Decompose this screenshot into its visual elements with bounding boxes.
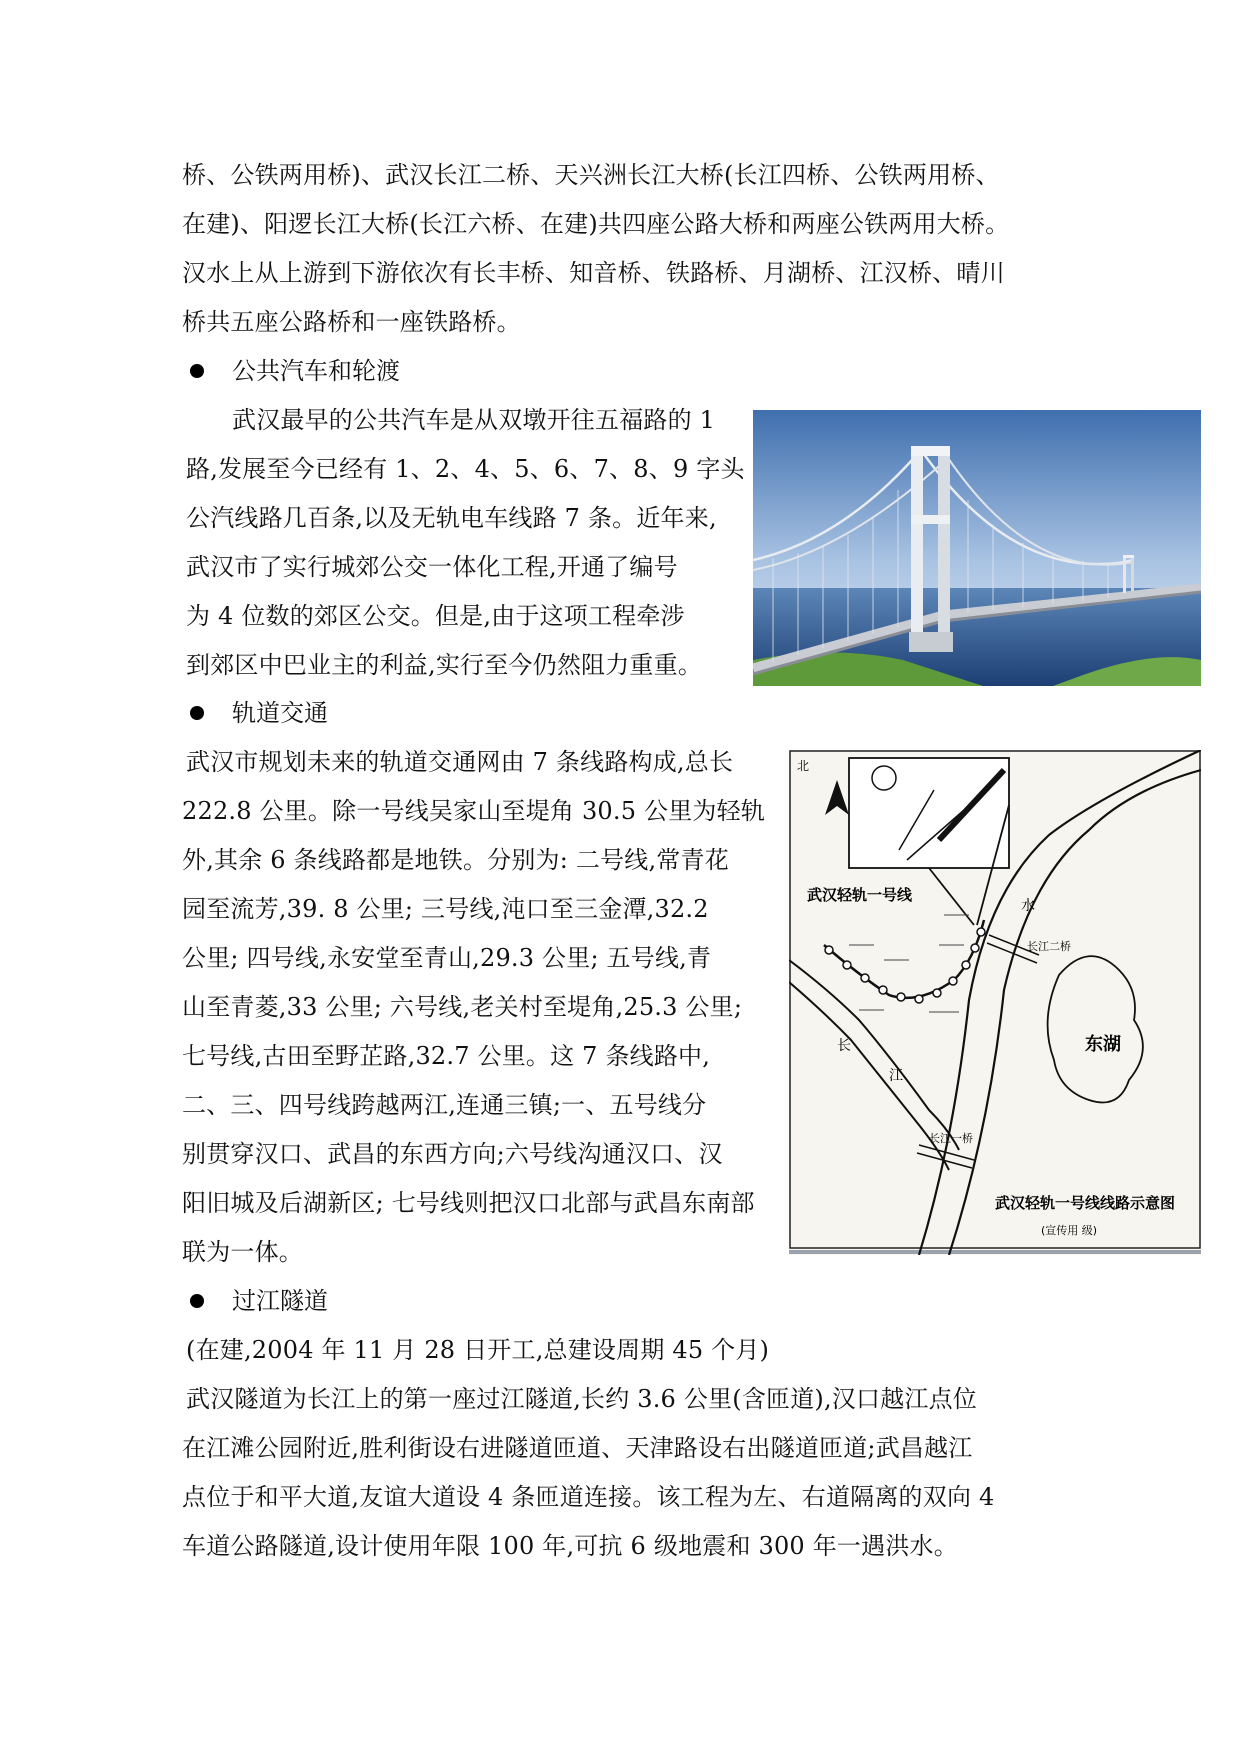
section-heading-bus: 公共汽车和轮渡 bbox=[232, 357, 400, 385]
map-inset-label: 武汉轻轨一号线 bbox=[807, 886, 913, 904]
rail-line-11: 联为一体。 bbox=[182, 1238, 303, 1266]
section-heading-rail: 轨道交通 bbox=[232, 699, 328, 727]
bus-line-1: 武汉最早的公共汽车是从双墩开往五福路的 1 bbox=[232, 406, 716, 434]
map-bridge-1-label: 长江一桥 bbox=[929, 1132, 973, 1145]
rail-line-10: 阳旧城及后湖新区; 七号线则把汉口北部与武昌东南部 bbox=[182, 1189, 755, 1217]
rail-line-3: 外,其余 6 条线路都是地铁。分别为: 二号线,常青花 bbox=[182, 846, 729, 874]
rail-line-4: 园至流芳,39. 8 公里; 三号线,沌口至三金潭,32.2 bbox=[182, 895, 709, 923]
tunnel-line-3: 点位于和平大道,友谊大道设 4 条匝道连接。该工程为左、右道隔离的双向 4 bbox=[182, 1483, 995, 1511]
intro-line-3: 汉水上从上游到下游依次有长丰桥、知音桥、铁路桥、月湖桥、江汉桥、晴川 bbox=[182, 259, 1005, 287]
map-subtitle: (宣传用 级) bbox=[1041, 1224, 1098, 1237]
rail-line-6: 山至青菱,33 公里; 六号线,老关村至堤角,25.3 公里; bbox=[182, 993, 743, 1021]
bullet-dot bbox=[190, 1294, 204, 1308]
suspension-bridge-photo bbox=[753, 410, 1201, 686]
rail-line-2: 222.8 公里。除一号线吴家山至堤角 30.5 公里为轻轨 bbox=[182, 797, 766, 825]
map-lake-label: 东湖 bbox=[1085, 1034, 1121, 1055]
bus-line-2: 路,发展至今已经有 1、2、4、5、6、7、8、9 字头 bbox=[186, 455, 745, 483]
map-title: 武汉轻轨一号线线路示意图 bbox=[995, 1194, 1176, 1212]
intro-line-2: 在建)、阳逻长江大桥(长江六桥、在建)共四座公路大桥和两座公铁两用大桥。 bbox=[182, 210, 1010, 238]
tunnel-line-1: 武汉隧道为长江上的第一座过江隧道,长约 3.6 公里(含匝道),汉口越江点位 bbox=[186, 1385, 978, 1413]
section-heading-tunnel: 过江隧道 bbox=[232, 1287, 328, 1315]
intro-line-1: 桥、公铁两用桥)、武汉长江二桥、天兴洲长江大桥(长江四桥、公铁两用桥、 bbox=[182, 161, 1000, 189]
rail-line-9: 别贯穿汉口、武昌的东西方向;六号线沟通汉口、汉 bbox=[182, 1140, 723, 1168]
bus-line-5: 为 4 位数的郊区公交。但是,由于这项工程牵涉 bbox=[186, 602, 685, 630]
tunnel-note: (在建,2004 年 11 月 28 日开工,总建设周期 45 个月) bbox=[186, 1336, 770, 1364]
intro-line-4: 桥共五座公路桥和一座铁路桥。 bbox=[182, 308, 521, 336]
map-river-jiang-label: 江 bbox=[889, 1068, 903, 1084]
tunnel-line-4: 车道公路隧道,设计使用年限 100 年,可抗 6 级地震和 300 年一遇洪水。 bbox=[182, 1532, 958, 1560]
rail-line-5: 公里; 四号线,永安堂至青山,29.3 公里; 五号线,青 bbox=[182, 944, 712, 972]
bus-line-4: 武汉市了实行城郊公交一体化工程,开通了编号 bbox=[186, 553, 678, 581]
bullet-dot bbox=[190, 706, 204, 720]
rail-line-7: 七号线,古田至野芷路,32.7 公里。这 7 条线路中, bbox=[182, 1042, 711, 1070]
tunnel-line-2: 在江滩公园附近,胜利街设右进隧道匝道、天津路设右出隧道匝道;武昌越江 bbox=[182, 1434, 973, 1462]
bus-line-3: 公汽线路几百条,以及无轨电车线路 7 条。近年来, bbox=[186, 504, 717, 532]
map-river-label: 水 bbox=[1021, 898, 1035, 914]
map-north-label: 北 bbox=[797, 759, 810, 773]
map-bridge-2-label: 长江二桥 bbox=[1027, 940, 1071, 953]
rail-line-8: 二、三、四号线跨越两江,连通三镇;一、五号线分 bbox=[182, 1091, 707, 1119]
bus-line-6: 到郊区中巴业主的利益,实行至今仍然阻力重重。 bbox=[186, 651, 703, 679]
rail-line-1: 武汉市规划未来的轨道交通网由 7 条线路构成,总长 bbox=[186, 748, 734, 776]
bullet-dot bbox=[190, 364, 204, 378]
map-river-changjiang-label: 长 bbox=[837, 1038, 851, 1054]
metro-line-map bbox=[789, 750, 1201, 1255]
